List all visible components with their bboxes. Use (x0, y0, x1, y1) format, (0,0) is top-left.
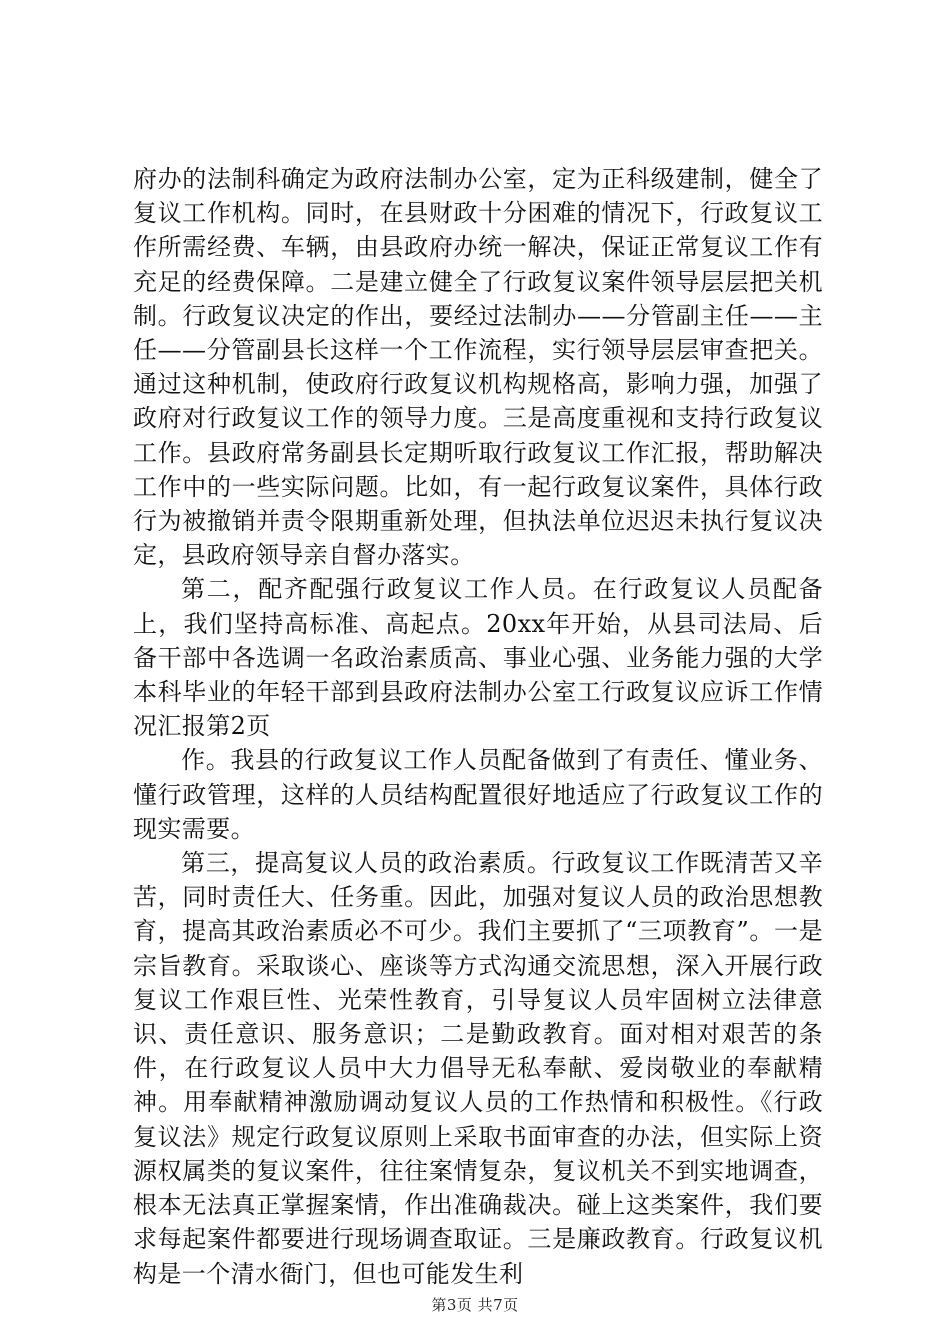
document-body (133, 162, 823, 1291)
paragraph-2: 第二，配齐配强行政复议工作人员。在行政复议人员配备上，我们坚持高标准、高起点。20xx年开始，从县司法局、后备干部中各选调一名政治素质高、事业心强、业务能力强的大学本科毕业的年轻干部到县政府法制办公室工行政复议应诉工作情况汇报第2页 (133, 575, 823, 741)
page-footer (0, 1294, 950, 1315)
paragraph-1: 府办的法制科确定为政府法制办公室，定为正科级建制，健全了复议工作机构。同时，在县财政十分困难的情况下，行政复议工作所需经费、车辆，由县政府办统一解决，保证正常复议工作有充足的经费保障。二是建立健全了行政复议案件领导层层把关机制。行政复议决定的作出，要经过法制办——分管副主任——主任——分管副县长这样一个工作流程，实行领导层层审查把关。通过这种机制，使政府行政复议机构规格高，影响力强，加强了政府对行政复议工作的领导力度。三是高度重视和支持行政复议工作。县政府常务副县长定期听取行政复议工作汇报，帮助解决工作中的一些实际问题。比如，有一起行政复议案件，具体行政行为被撤销并责令限期重新处理，但执法单位迟迟未执行复议决定，县政府领导亲自督办落实。 (133, 165, 823, 570)
paragraph-3: 作。我县的行政复议工作人员配备做到了有责任、懂业务、懂行政管理，这样的人员结构配置很好地适应了行政复议工作的现实需要。 (133, 746, 823, 843)
page-number-label: 第3页 共7页 (431, 1296, 519, 1314)
paragraph-4: 第三，提高复议人员的政治素质。行政复议工作既清苦又辛苦，同时责任大、任务重。因此，加强对复议人员的政治思想教育，提高其政治素质必不可少。我们主要抓了“三项教育”。一是宗旨教育。采取谈心、座谈等方式沟通交流思想，深入开展行政复议工作艰巨性、光荣性教育，引导复议人员牢固树立法律意识、责任意识、服务意识；二是勤政教育。面对相对艰苦的条件，在行政复议人员中大力倡导无私奉献、爱岗敬业的奉献精神。用奉献精神激励调动复议人员的工作热情和积极性。《行政复议法》规定行政复议原则上采取书面审查的办法，但实际上资源权属类的复议案件，往往案情复杂，复议机关不到实地调查，根本无法真正掌握案情，作出准确裁决。碰上这类案件，我们要求每起案件都要进行现场调查取证。三是廉政教育。行政复议机构是一个清水衙门，但也可能发生利 (133, 849, 823, 1288)
